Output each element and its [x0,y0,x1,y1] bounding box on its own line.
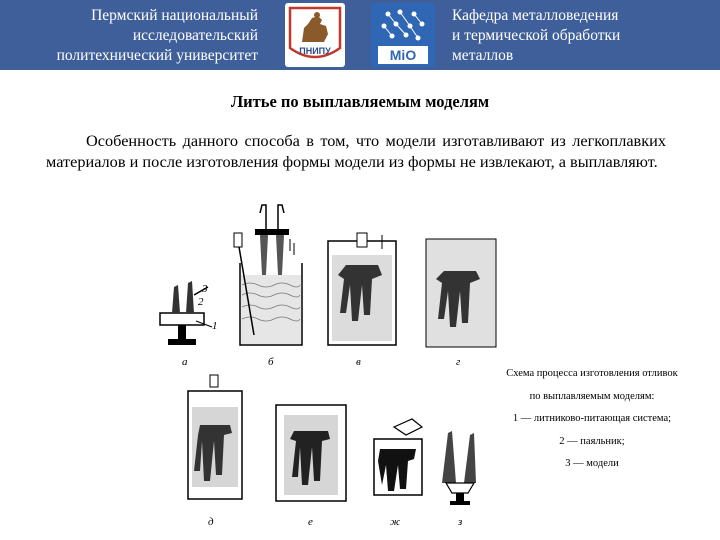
panel-label: в [356,356,361,368]
department-name-line: металлов [452,47,514,64]
panel-label: е [308,516,313,528]
panel-label: г [456,356,461,368]
panel-label: з [458,516,463,528]
callout-2: 2 [198,296,204,308]
body-paragraph: Особенность данного способа в том, что модели изготавливают из легкоплавких материалов и после изготовления формы модели из формы не извлекают, а выплавляют. [46,131,666,171]
panel-v-drawing [328,233,396,345]
casting-process-figure [150,195,500,540]
department-name [452,6,712,66]
panel-zh-drawing [374,419,422,495]
panel-label: б [268,356,274,368]
panel-label: а [182,356,188,368]
panel-g-drawing [426,239,496,347]
caption-line: 1 — литниково-питающая система; [512,413,672,424]
caption-line: 2 — паяльник; [559,435,625,447]
panel-e-drawing [276,405,346,501]
header-banner [0,0,720,70]
mio-logo [370,2,436,68]
callout-3: 3 [202,283,208,295]
pnipu-logo [284,2,346,68]
caption-line: по выплавляемым моделям: [529,390,655,402]
slide-title: Литье по выплавляемым моделям [230,92,490,111]
university-name-line: исследовательский [132,27,258,44]
panel-label: ж [390,516,401,528]
department-name-line: Кафедра металловедения [452,7,619,24]
panel-b-drawing [234,205,302,345]
caption-line: 3 — модели [565,458,619,469]
university-name [0,6,258,66]
mio-logo-text: MiO [389,47,417,63]
university-name-line: Пермский национальный [91,7,258,24]
panel-d-drawing [188,375,242,499]
university-name-line: политехнический университет [56,47,258,64]
panel-z-drawing [442,431,476,505]
department-name-line: и термической обработки [452,27,621,44]
pnipu-logo-text: ПНИПУ [299,46,331,56]
caption-line: Схема процесса изготовления отливок [506,368,678,379]
callout-1: 1 [212,320,218,332]
panel-label: д [208,516,214,528]
figure-caption [488,363,696,476]
